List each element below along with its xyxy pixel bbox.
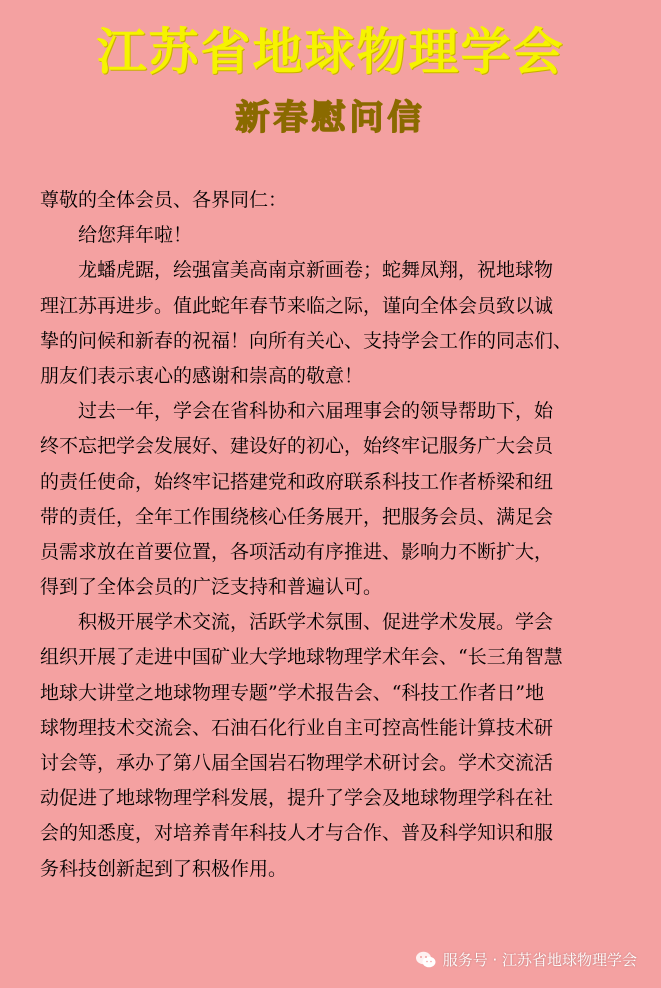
paragraph-line: 终不忘把学会发展好、建设好的初心，始终牢记服务广大会员 <box>40 435 554 458</box>
paragraph-line: 球物理技术交流会、石油石化行业自主可控高性能计算技术研 <box>40 716 554 739</box>
paragraph-line: 得到了全体会员的广泛支持和普遍认可。 <box>40 576 383 599</box>
paragraph-line: 带的责任，全年工作围绕核心任务展开，把服务会员、满足会 <box>40 505 554 528</box>
letter-title: 江苏省地球物理学会 <box>96 23 565 81</box>
paragraph-line: 龙蟠虎踞，绘强富美高南京新画卷；蛇舞凤翔，祝地球物 <box>78 259 554 282</box>
paragraph-line: 动促进了地球物理学科发展，提升了学会及地球物理学科在社 <box>40 787 554 810</box>
paragraph-line: 理江苏再进步。值此蛇年春节来临之际，谨向全体会员致以诚 <box>40 294 554 317</box>
paragraph-line: 组织开展了走进中国矿业大学地球物理学术年会、“长三角智慧 <box>40 646 563 669</box>
watermark-text: 服务号 · 江苏省地球物理学会 <box>442 951 637 969</box>
paragraph-line: 讨会等，承办了第八届全国岩石物理学术研讨会。学术交流活 <box>40 752 554 774</box>
paragraph-line: 地球大讲堂之地球物理专题”学术报告会、“科技工作者日”地 <box>40 681 545 704</box>
wechat-icon <box>415 950 437 970</box>
paragraph-line: 积极开展学术交流，活跃学术氛围、促进学术发展。学会 <box>78 611 554 634</box>
letter-subtitle: 新春慰问信 <box>235 98 426 138</box>
paragraph-line: 会的知悉度，对培养青年科技人才与合作、普及科学知识和服 <box>40 822 554 845</box>
paragraph-line: 过去一年，学会在省科协和六届理事会的领导帮助下，始 <box>78 400 554 423</box>
paragraph-line: 的责任使命，始终牢记搭建党和政府联系科技工作者桥梁和纽 <box>40 470 554 493</box>
paragraph-line: 员需求放在首要位置，各项活动有序推进、影响力不断扩大， <box>40 540 554 563</box>
paragraph-line: 朋友们表示衷心的感谢和崇高的敬意！ <box>40 364 364 387</box>
letter-body <box>40 183 630 887</box>
greeting-line: 给您拜年啦！ <box>78 224 193 247</box>
source-watermark <box>415 949 637 970</box>
salutation: 尊敬的全体会员、各界同仁： <box>40 189 288 211</box>
paragraph-line: 务科技创新起到了积极作用。 <box>40 857 288 880</box>
paragraph-line: 挚的问候和新春的祝福！向所有关心、支持学会工作的同志们、 <box>40 329 573 352</box>
